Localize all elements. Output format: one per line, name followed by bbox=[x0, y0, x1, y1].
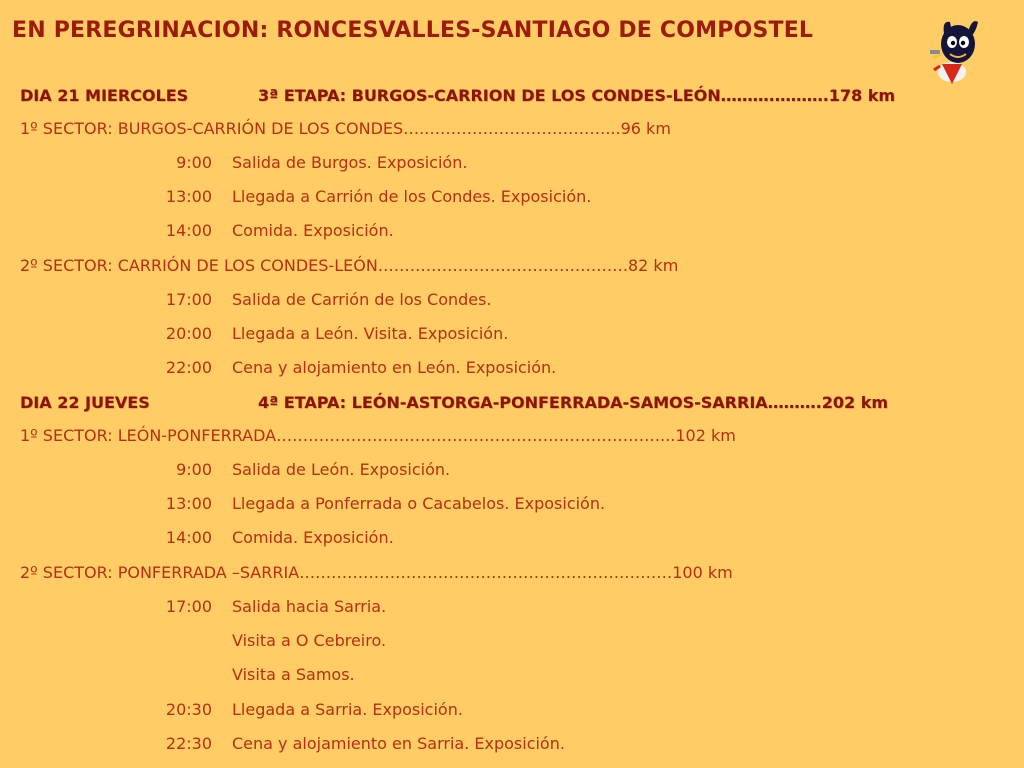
schedule-entry bbox=[20, 221, 920, 243]
day-header bbox=[20, 86, 1000, 108]
entry-time: 13:00 bbox=[165, 494, 212, 513]
entry-text: Visita a Samos. bbox=[232, 665, 355, 684]
entry-text: Llegada a Sarria. Exposición. bbox=[232, 700, 463, 719]
entry-time: 22:30 bbox=[165, 734, 212, 753]
entry-text: Salida de León. Exposición. bbox=[232, 460, 451, 479]
sector-heading: 2º SECTOR: PONFERRADA –SARRIA…………………………………………………….………100 km bbox=[20, 563, 733, 582]
page-title: EN PEREGRINACION: RONCESVALLES-SANTIAGO DE COMPOSTEL bbox=[12, 18, 814, 43]
entry-text: Comida. Exposición. bbox=[232, 528, 394, 547]
entry-time: 14:00 bbox=[165, 528, 212, 547]
schedule-entry bbox=[20, 460, 920, 482]
schedule-entry bbox=[20, 358, 920, 380]
entry-text: Cena y alojamiento en León. Exposición. bbox=[232, 358, 557, 377]
schedule-entry bbox=[20, 700, 920, 722]
schedule-entry bbox=[20, 734, 920, 756]
schedule-entry bbox=[20, 324, 920, 346]
entry-text: Salida de Carrión de los Condes. bbox=[232, 290, 492, 309]
schedule-entry bbox=[20, 153, 920, 175]
entry-text: Llegada a León. Visita. Exposición. bbox=[232, 324, 509, 343]
stage-label: 3ª ETAPA: BURGOS-CARRION DE LOS CONDES-LEÓN……….……….178 km bbox=[258, 86, 896, 105]
schedule-entry bbox=[20, 187, 920, 209]
entry-text: Llegada a Carrión de los Condes. Exposición. bbox=[232, 187, 592, 206]
stage-label: 4ª ETAPA: LEÓN-ASTORGA-PONFERRADA-SAMOS-SARRIA……….202 km bbox=[258, 393, 889, 412]
entry-time: 20:30 bbox=[165, 700, 212, 719]
pilgrim-mascot-icon bbox=[928, 14, 988, 86]
entry-text: Comida. Exposición. bbox=[232, 221, 394, 240]
entry-time: 9:00 bbox=[176, 153, 212, 172]
entry-time: 9:00 bbox=[176, 460, 212, 479]
sector-heading: 1º SECTOR: LEÓN-PONFERRADA………………………………………………………………...102 km bbox=[20, 426, 736, 445]
schedule-entry bbox=[20, 665, 920, 687]
entry-time: 22:00 bbox=[165, 358, 212, 377]
schedule-entry bbox=[20, 290, 920, 312]
sector-heading: 1º SECTOR: BURGOS-CARRIÓN DE LOS CONDES…..……………………………...96 km bbox=[20, 119, 671, 138]
schedule-entry bbox=[20, 528, 920, 550]
schedule-entry bbox=[20, 494, 920, 516]
day-label: DIA 22 JUEVES bbox=[20, 393, 150, 412]
sector-heading: 2º SECTOR: CARRIÓN DE LOS CONDES-LEÓN……………………………….……….82 km bbox=[20, 256, 679, 275]
day-header bbox=[20, 393, 1000, 415]
day-label: DIA 21 MIERCOLES bbox=[20, 86, 189, 105]
entry-time: 14:00 bbox=[165, 221, 212, 240]
entry-text: Llegada a Ponferrada o Cacabelos. Exposición. bbox=[232, 494, 606, 513]
entry-time: 13:00 bbox=[165, 187, 212, 206]
schedule-entry bbox=[20, 631, 920, 653]
entry-time: 17:00 bbox=[165, 290, 212, 309]
entry-text: Cena y alojamiento en Sarria. Exposición. bbox=[232, 734, 565, 753]
entry-text: Salida de Burgos. Exposición. bbox=[232, 153, 468, 172]
entry-text: Visita a O Cebreiro. bbox=[232, 631, 387, 650]
schedule-entry bbox=[20, 597, 920, 619]
entry-time: 17:00 bbox=[165, 597, 212, 616]
entry-time: 20:00 bbox=[165, 324, 212, 343]
entry-text: Salida hacia Sarria. bbox=[232, 597, 387, 616]
